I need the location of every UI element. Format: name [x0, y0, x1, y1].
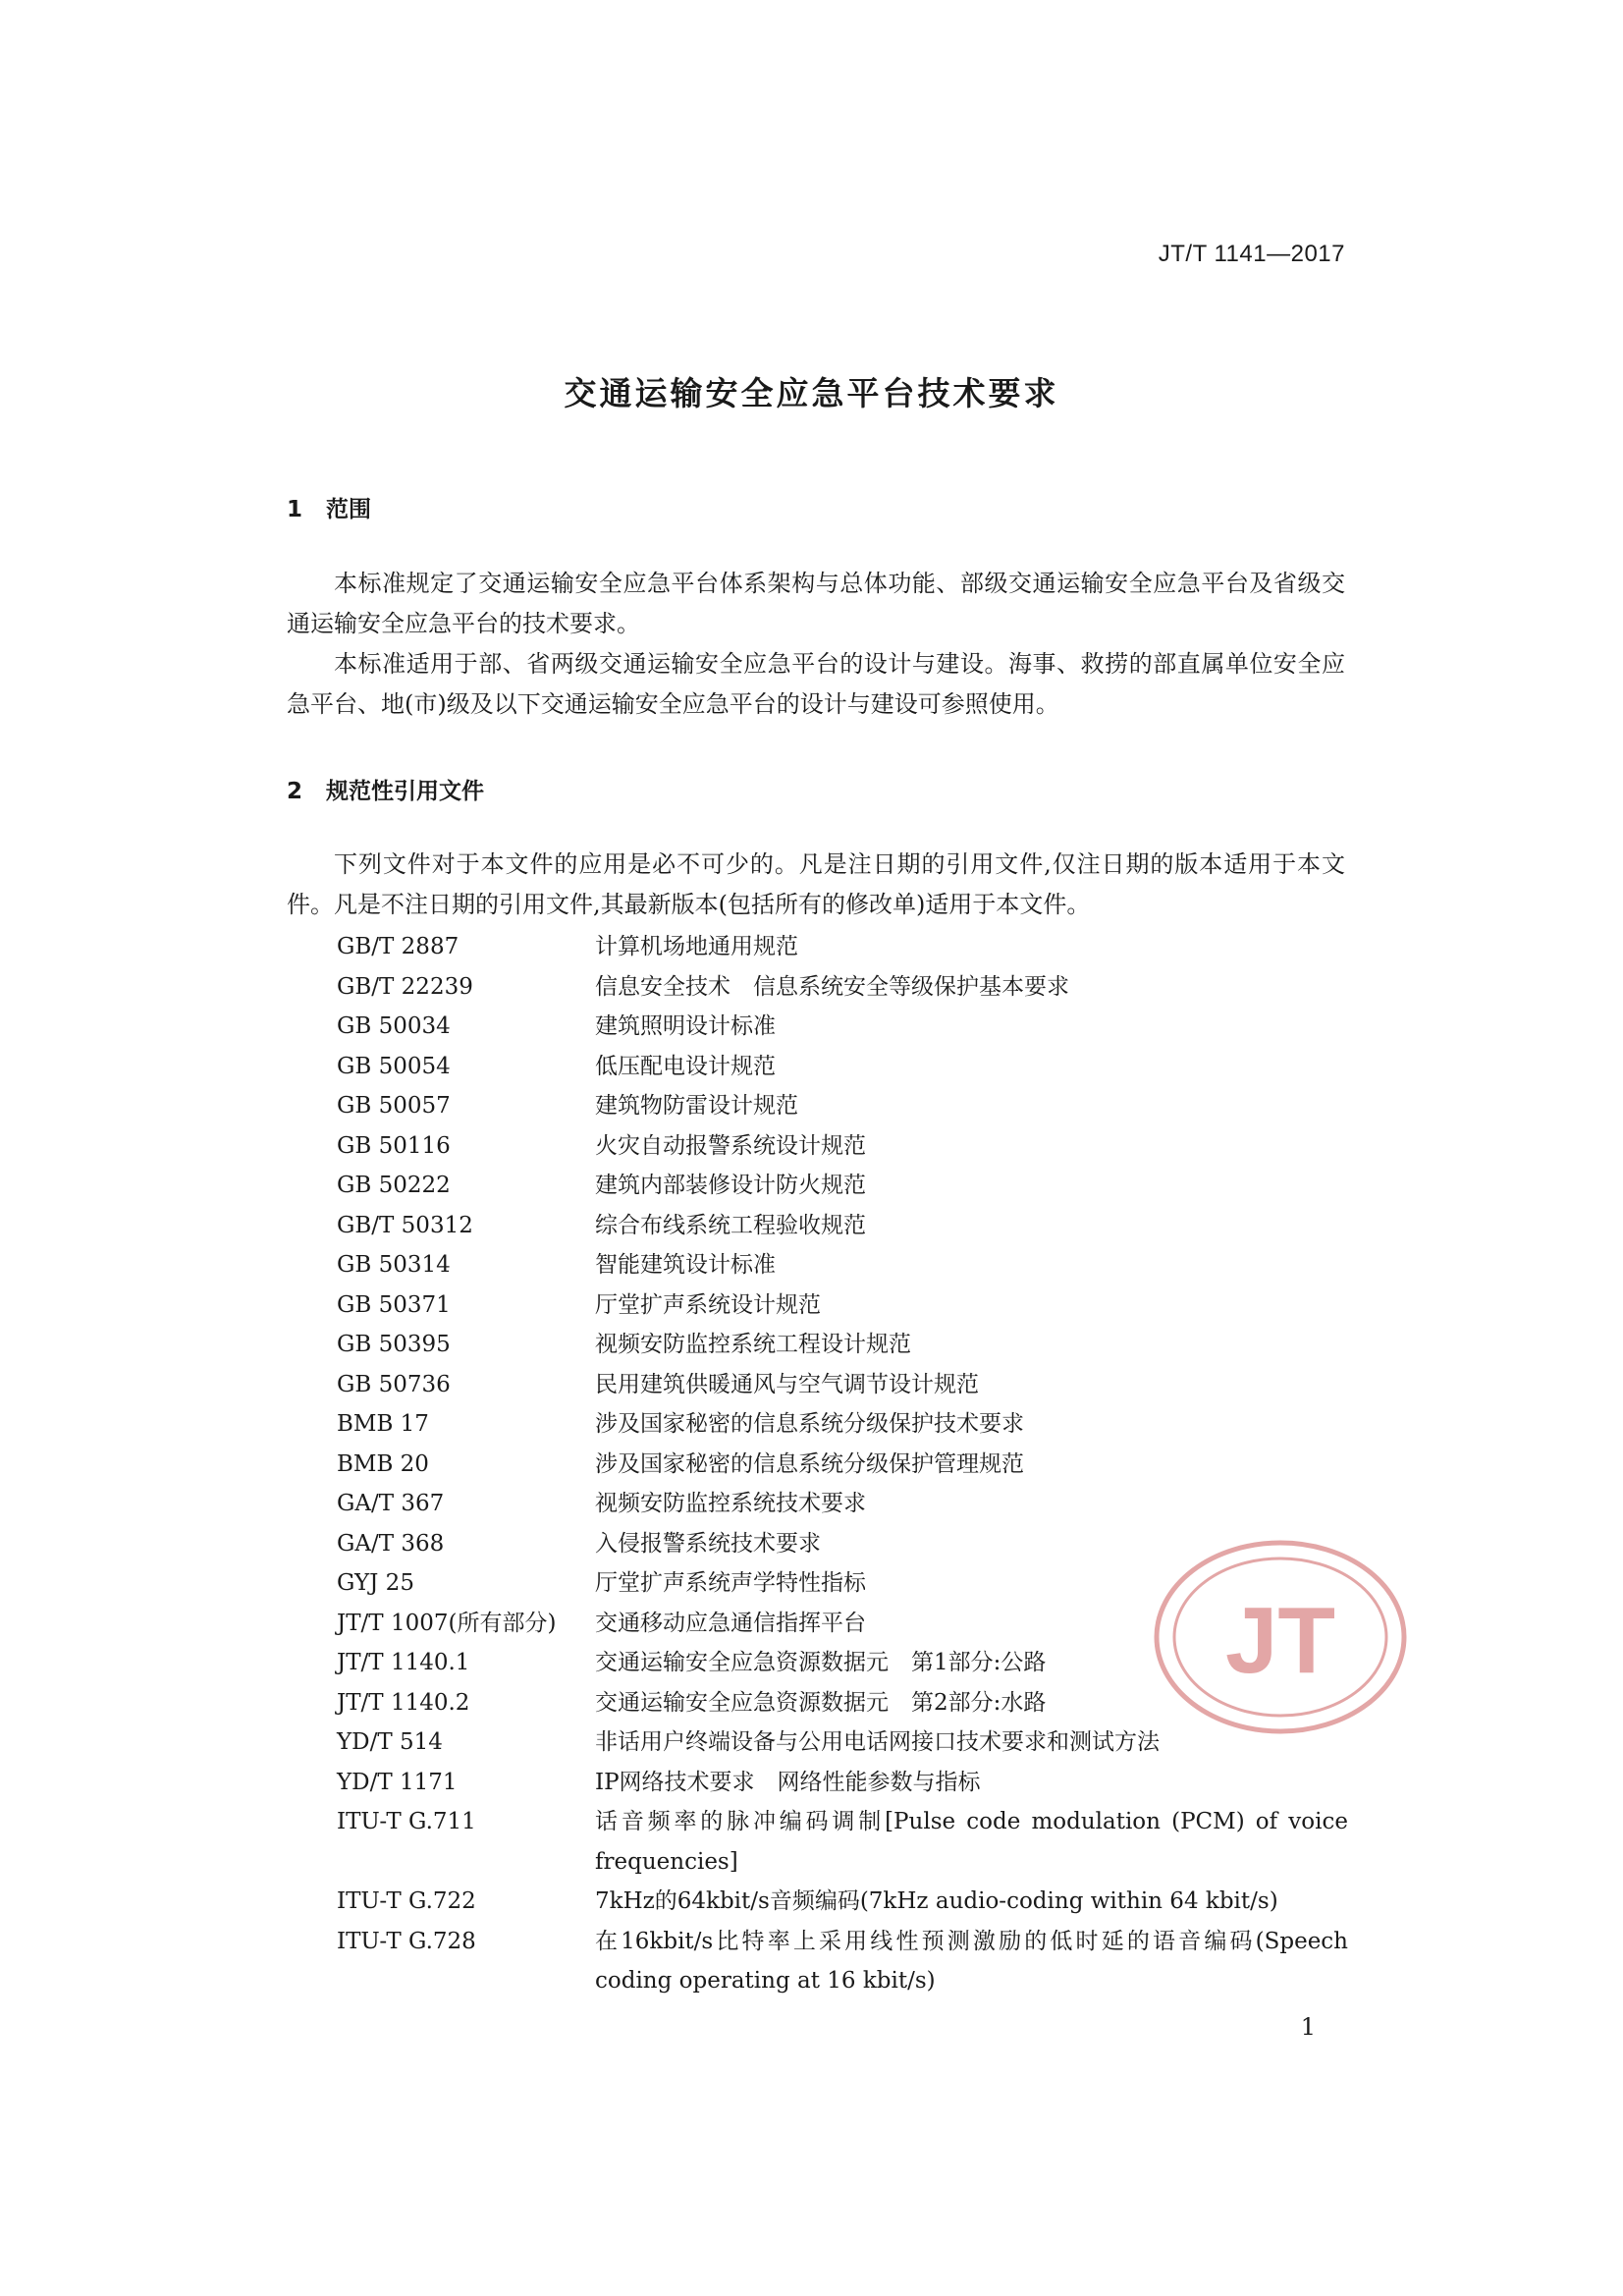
section-number: 1 [287, 497, 303, 522]
reference-title: 计算机场地通用规范 [595, 934, 798, 959]
reference-code: GB 50034 [337, 1013, 451, 1039]
reference-title: 在16kbit/s比特率上采用线性预测激励的低时延的语音编码(Speech coding operating at 16 kbit/s) [595, 1928, 1348, 1994]
reference-code: GA/T 367 [337, 1491, 445, 1516]
reference-row [337, 1722, 1348, 1763]
reference-code: GA/T 368 [337, 1530, 445, 1557]
reference-code: ITU-T G.711 [337, 1809, 476, 1834]
reference-row [337, 927, 1348, 967]
reference-row [337, 1763, 1348, 1803]
reference-title: 厅堂扩声系统声学特性指标 [595, 1570, 866, 1596]
reference-code: GB 50116 [337, 1132, 451, 1159]
reference-row [337, 1166, 1348, 1206]
reference-row [337, 1524, 1348, 1564]
reference-row [337, 1484, 1348, 1524]
reference-row [337, 1086, 1348, 1126]
reference-row [337, 1206, 1348, 1246]
reference-code: GB 50314 [337, 1252, 451, 1278]
reference-code: YD/T 514 [337, 1729, 443, 1755]
reference-row [337, 1007, 1348, 1047]
reference-title: 交通移动应急通信指挥平台 [595, 1610, 866, 1636]
reference-code: JT/T 1140.2 [337, 1689, 470, 1716]
reference-code: ITU-T G.728 [337, 1928, 476, 1954]
reference-code: GB 50054 [337, 1053, 451, 1079]
reference-title: 信息安全技术 信息系统安全等级保护基本要求 [595, 973, 1069, 1000]
reference-row [337, 1922, 1348, 2001]
reference-title: 入侵报警系统技术要求 [595, 1530, 821, 1557]
reference-code: JT/T 1140.1 [337, 1650, 470, 1675]
reference-title: 视频安防监控系统技术要求 [595, 1491, 866, 1516]
reference-title: 智能建筑设计标准 [595, 1252, 776, 1278]
reference-row [337, 1563, 1348, 1604]
section-1-heading [287, 491, 371, 523]
reference-title: 涉及国家秘密的信息系统分级保护技术要求 [595, 1411, 1024, 1437]
reference-row [337, 1802, 1348, 1882]
reference-title: 话音频率的脉冲编码调制[Pulse code modulation (PCM) of voice frequencies] [595, 1809, 1348, 1875]
reference-title: 建筑内部装修设计防火规范 [595, 1173, 866, 1198]
reference-row [337, 1365, 1348, 1405]
reference-row [337, 1047, 1348, 1087]
reference-title: 7kHz的64kbit/s音频编码(7kHz audio-coding within 64 kbit/s) [595, 1888, 1278, 1914]
document-title: 交通运输安全应急平台技术要求 [564, 374, 1059, 412]
page-number: 1 [1300, 2013, 1316, 2041]
reference-row [337, 1285, 1348, 1326]
reference-row [337, 1245, 1348, 1285]
reference-code: GB 50222 [337, 1173, 451, 1198]
reference-code: GB/T 22239 [337, 973, 473, 1000]
reference-list [337, 927, 1348, 2001]
reference-title: 火灾自动报警系统设计规范 [595, 1132, 866, 1159]
reference-code: GB 50395 [337, 1332, 451, 1357]
reference-code: ITU-T G.722 [337, 1888, 476, 1914]
reference-code: BMB 17 [337, 1411, 429, 1437]
reference-row [337, 1404, 1348, 1445]
reference-row [337, 967, 1348, 1008]
reference-title: 民用建筑供暖通风与空气调节设计规范 [595, 1371, 979, 1397]
standard-code: JT/T 1141—2017 [1158, 241, 1345, 267]
reference-code: JT/T 1007(所有部分) [337, 1610, 557, 1636]
reference-code: BMB 20 [337, 1450, 429, 1477]
reference-title: 厅堂扩声系统设计规范 [595, 1291, 821, 1318]
section-number: 2 [287, 779, 303, 804]
reference-code: GB/T 2887 [337, 934, 460, 959]
section-title: 范围 [326, 497, 371, 522]
section-title: 规范性引用文件 [326, 779, 484, 804]
section-2-heading [287, 773, 484, 805]
stamp-logo-text: JT [1224, 1588, 1336, 1693]
reference-row [337, 1604, 1348, 1644]
reference-title: 建筑照明设计标准 [595, 1013, 776, 1039]
reference-code: GB/T 50312 [337, 1212, 473, 1238]
reference-title: 视频安防监控系统工程设计规范 [595, 1332, 911, 1357]
reference-row [337, 1643, 1348, 1683]
reference-row [337, 1126, 1348, 1167]
section-1-paragraph-2: 本标准适用于部、省两级交通运输安全应急平台的设计与建设。海事、救捞的部直属单位安全应急平台、地(市)级及以下交通运输安全应急平台的设计与建设可参照使用。 [287, 650, 1345, 718]
reference-title: 低压配电设计规范 [595, 1053, 776, 1079]
reference-title: IP网络技术要求 网络性能参数与指标 [595, 1769, 981, 1795]
reference-code: GB 50057 [337, 1093, 451, 1119]
reference-code: YD/T 1171 [337, 1769, 458, 1795]
reference-title: 交通运输安全应急资源数据元 第2部分:水路 [595, 1689, 1047, 1716]
reference-code: GB 50371 [337, 1291, 451, 1318]
reference-title: 涉及国家秘密的信息系统分级保护管理规范 [595, 1450, 1024, 1477]
reference-title: 综合布线系统工程验收规范 [595, 1212, 866, 1238]
reference-row [337, 1683, 1348, 1723]
section-1-paragraph-1: 本标准规定了交通运输安全应急平台体系架构与总体功能、部级交通运输安全应急平台及省级交通运输安全应急平台的技术要求。 [287, 570, 1345, 637]
reference-row [337, 1882, 1348, 1922]
section-2-intro: 下列文件对于本文件的应用是必不可少的。凡是注日期的引用文件,仅注日期的版本适用于本文件。凡是不注日期的引用文件,其最新版本(包括所有的修改单)适用于本文件。 [287, 850, 1345, 918]
reference-title: 非话用户终端设备与公用电话网接口技术要求和测试方法 [595, 1729, 1160, 1755]
reference-row [337, 1325, 1348, 1365]
reference-row [337, 1445, 1348, 1485]
reference-code: GYJ 25 [337, 1570, 414, 1596]
reference-title: 交通运输安全应急资源数据元 第1部分:公路 [595, 1650, 1047, 1675]
reference-code: GB 50736 [337, 1371, 451, 1397]
reference-title: 建筑物防雷设计规范 [595, 1093, 798, 1119]
